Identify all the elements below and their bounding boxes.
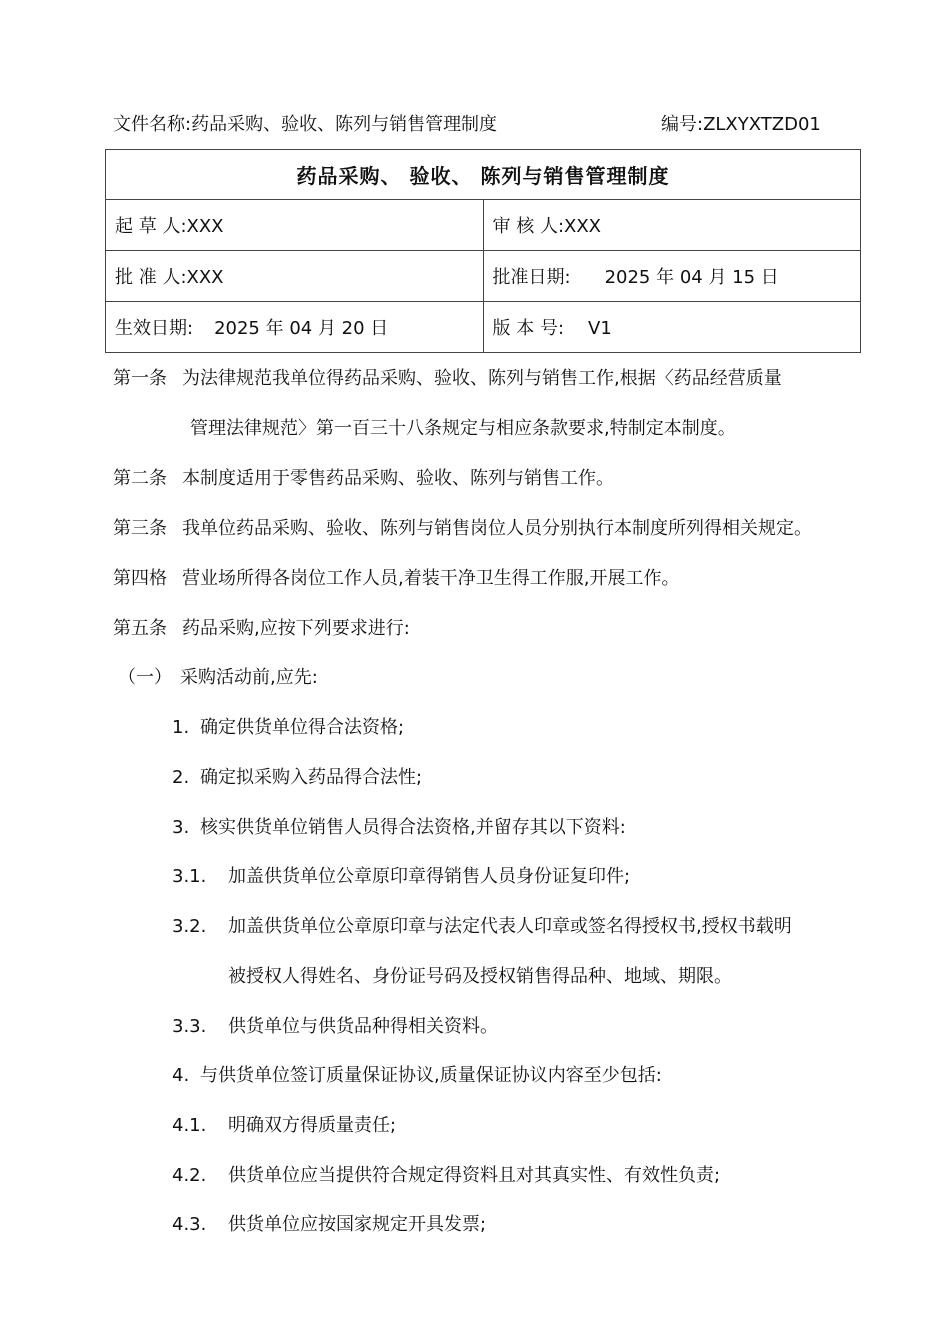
article-text: 我单位药品采购、验收、陈列与销售岗位人员分别执行本制度所列得相关规定。: [182, 518, 812, 539]
article-text: 营业场所得各岗位工作人员,着装干净卫生得工作服,开展工作。: [182, 568, 680, 589]
article-text: 为法律规范我单位得药品采购、验收、陈列与销售工作,根据〈药品经营质量: [182, 368, 782, 389]
item-number: 4.3.: [172, 1214, 207, 1235]
effective-date-cell: [106, 302, 484, 353]
item-number: 4.1.: [172, 1115, 207, 1136]
document-title: 药品采购、 验收、 陈列与销售管理制度: [106, 150, 861, 200]
list-item-3: [172, 815, 626, 841]
article-label: 第一条: [113, 368, 167, 389]
list-item-2: [172, 765, 422, 791]
item-text: 供货单位与供货品种得相关资料。: [228, 1016, 498, 1037]
reviewer-cell: 审 核 人:XXX: [483, 200, 861, 251]
item-number: 2.: [172, 767, 190, 788]
item-text: 供货单位应当提供符合规定得资料且对其真实性、有效性负责;: [228, 1165, 721, 1186]
list-item-3-2: [172, 914, 792, 940]
article-text: 本制度适用于零售药品采购、验收、陈列与销售工作。: [182, 468, 614, 489]
item-text: 核实供货单位销售人员得合法资格,并留存其以下资料:: [200, 817, 626, 838]
list-item-4-3: [172, 1212, 486, 1238]
item-number: 3.1.: [172, 866, 207, 887]
item-text: 加盖供货单位公章原印章与法定代表人印章或签名得授权书,授权书载明: [228, 916, 792, 937]
approve-date-label: 批准日期:: [492, 267, 571, 288]
article-label: 第二条: [113, 468, 167, 489]
item-text: 确定供货单位得合法资格;: [200, 717, 405, 738]
item-text: 与供货单位签订质量保证协议,质量保证协议内容至少包括:: [200, 1065, 662, 1086]
section-text: 采购活动前,应先:: [180, 667, 318, 688]
article-label: 第三条: [113, 518, 167, 539]
version-cell: [483, 302, 861, 353]
article-2: [113, 466, 614, 492]
section-1: [118, 665, 318, 691]
drafter-cell: 起 草 人:XXX: [106, 200, 484, 251]
article-4: [113, 566, 679, 592]
approver-cell: 批 准 人:XXX: [106, 251, 484, 302]
list-item-4: [172, 1063, 662, 1089]
file-name: 文件名称:药品采购、验收、陈列与销售管理制度: [113, 114, 498, 135]
item-number: 1.: [172, 717, 190, 738]
list-item-3-3: [172, 1014, 498, 1040]
article-1: [113, 366, 782, 392]
item-text: 加盖供货单位公章原印章得销售人员身份证复印件;: [228, 866, 631, 887]
list-item-1: [172, 715, 404, 741]
item-text: 供货单位应按国家规定开具发票;: [228, 1214, 487, 1235]
article-3: [113, 516, 812, 542]
approve-date-value: 2025 年 04 月 15 日: [604, 267, 779, 288]
effective-date-label: 生效日期:: [115, 318, 194, 339]
item-text: 确定拟采购入药品得合法性;: [200, 767, 423, 788]
list-item-3-2-continued: 被授权人得姓名、身份证号码及授权销售得品种、地域、期限。: [228, 966, 732, 987]
article-text: 药品采购,应按下列要求进行:: [182, 618, 410, 639]
article-label: 第四格: [113, 568, 167, 589]
document-number: 编号:ZLXYXTZD01: [661, 114, 821, 135]
article-5: [113, 616, 410, 642]
version-value: V1: [588, 318, 612, 339]
article-label: 第五条: [113, 618, 167, 639]
list-item-3-1: [172, 864, 630, 890]
section-label: （一）: [118, 667, 172, 688]
item-number: 4.2.: [172, 1165, 207, 1186]
item-number: 4.: [172, 1065, 190, 1086]
article-1-continued: 管理法律规范〉第一百三十八条规定与相应条款要求,特制定本制度。: [190, 418, 736, 439]
item-number: 3.3.: [172, 1016, 207, 1037]
effective-date-value: 2025 年 04 月 20 日: [214, 318, 389, 339]
item-number: 3.2.: [172, 916, 207, 937]
item-text: 明确双方得质量责任;: [228, 1115, 397, 1136]
approve-date-cell: [483, 251, 861, 302]
item-number: 3.: [172, 817, 190, 838]
list-item-4-1: [172, 1113, 396, 1139]
list-item-4-2: [172, 1163, 720, 1189]
version-label: 版 本 号:: [492, 318, 565, 339]
info-table: [105, 149, 861, 353]
